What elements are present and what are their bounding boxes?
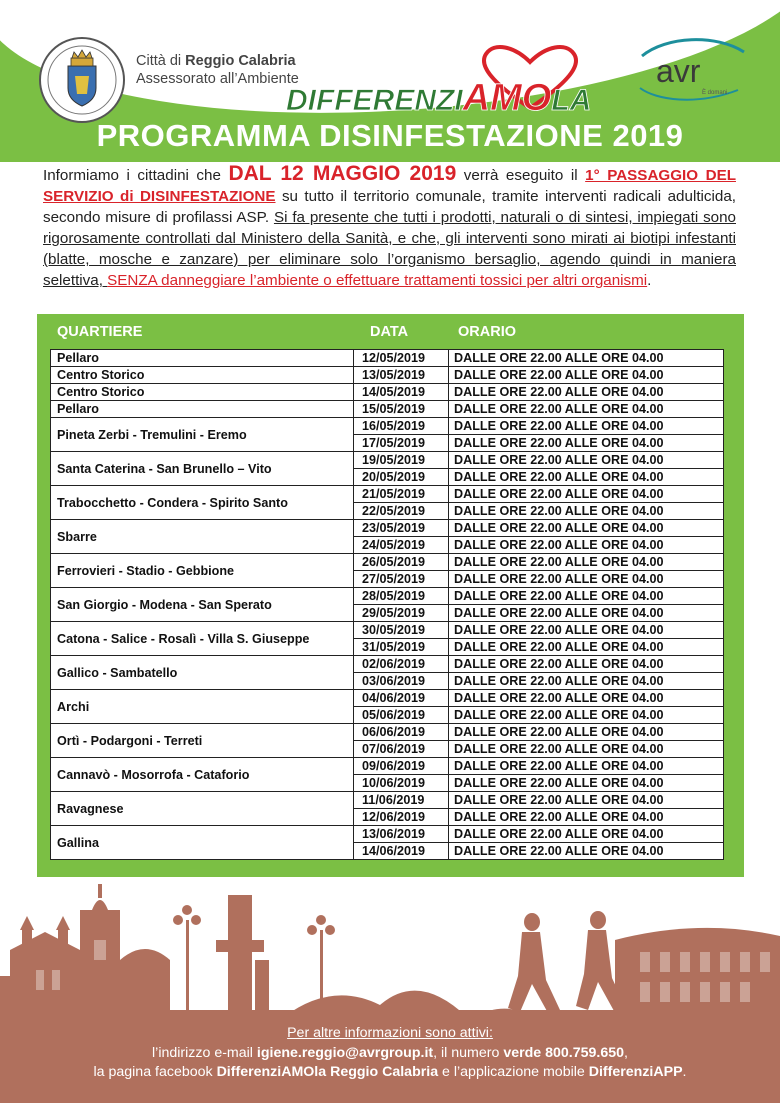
city-prefix: Città di [136,53,186,69]
orario-cell: DALLE ORE 22.00 ALLE ORE 04.00 [449,843,724,860]
date-cell: 30/05/2019 [354,622,449,639]
intro-text-1: Informiamo i cittadini che [43,167,229,184]
quartiere-cell: Pellaro [51,401,354,418]
intro-text-2: verrà eseguito il [456,167,586,184]
orario-cell: DALLE ORE 22.00 ALLE ORE 04.00 [449,537,724,554]
orario-cell: DALLE ORE 22.00 ALLE ORE 04.00 [449,571,724,588]
table-row [51,367,724,384]
orario-cell: DALLE ORE 22.00 ALLE ORE 04.00 [449,792,724,809]
footer-text-b: , il numero [433,1045,504,1061]
logo-part-b: AMO [462,77,552,119]
orario-cell: DALLE ORE 22.00 ALLE ORE 04.00 [449,350,724,367]
date-cell: 03/06/2019 [354,673,449,690]
date-cell: 12/05/2019 [354,350,449,367]
quartiere-cell: Ravagnese [51,792,354,826]
table-row [51,452,724,469]
date-cell: 28/05/2019 [354,588,449,605]
date-cell: 13/05/2019 [354,367,449,384]
date-cell: 24/05/2019 [354,537,449,554]
department-label: Assessorato all’Ambiente [136,71,299,87]
logo-part-a: DIFFERENZI [286,84,463,117]
table-row [51,792,724,809]
orario-cell: DALLE ORE 22.00 ALLE ORE 04.00 [449,809,724,826]
orario-cell: DALLE ORE 22.00 ALLE ORE 04.00 [449,486,724,503]
quartiere-cell: Catona - Salice - Rosalì - Villa S. Giuseppe [51,622,354,656]
quartiere-cell: Sbarre [51,520,354,554]
orario-cell: DALLE ORE 22.00 ALLE ORE 04.00 [449,503,724,520]
quartiere-cell: Santa Caterina - San Brunello – Vito [51,452,354,486]
orario-cell: DALLE ORE 22.00 ALLE ORE 04.00 [449,452,724,469]
orario-cell: DALLE ORE 22.00 ALLE ORE 04.00 [449,758,724,775]
footer-heading-text: Per altre informazioni sono attivi: [287,1025,493,1041]
city-seal-icon [38,36,126,124]
date-cell: 06/06/2019 [354,724,449,741]
date-cell: 17/05/2019 [354,435,449,452]
app-name: DifferenziAPP [588,1064,683,1080]
table-row [51,350,724,367]
header-data: DATA [370,324,409,340]
intro-paragraph [43,163,736,291]
orario-cell: DALLE ORE 22.00 ALLE ORE 04.00 [449,418,724,435]
date-cell: 26/05/2019 [354,554,449,571]
start-date-highlight: DAL 12 MAGGIO 2019 [228,162,457,185]
orario-cell: DALLE ORE 22.00 ALLE ORE 04.00 [449,605,724,622]
footer-text-d: la pagina facebook [93,1064,217,1080]
date-cell: 20/05/2019 [354,469,449,486]
quartiere-cell: Gallico - Sambatello [51,656,354,690]
quartiere-cell: Pellaro [51,350,354,367]
orario-cell: DALLE ORE 22.00 ALLE ORE 04.00 [449,401,724,418]
avr-wordmark: avr [656,53,701,89]
date-cell: 27/05/2019 [354,571,449,588]
schedule-table [50,349,724,860]
date-cell: 23/05/2019 [354,520,449,537]
quartiere-cell: Gallina [51,826,354,860]
date-cell: 05/06/2019 [354,707,449,724]
footer-text-c: , [624,1045,628,1061]
table-row [51,401,724,418]
date-cell: 29/05/2019 [354,605,449,622]
orario-cell: DALLE ORE 22.00 ALLE ORE 04.00 [449,639,724,656]
facebook-page-link[interactable]: DifferenziAMOla Reggio Calabria [216,1064,439,1080]
date-cell: 14/06/2019 [354,843,449,860]
email-link[interactable]: igiene.reggio@avrgroup.it [256,1045,434,1061]
quartiere-cell: Cannavò - Mosorrofa - Cataforio [51,758,354,792]
orario-cell: DALLE ORE 22.00 ALLE ORE 04.00 [449,554,724,571]
date-cell: 22/05/2019 [354,503,449,520]
quartiere-cell: Archi [51,690,354,724]
table-row [51,588,724,605]
table-row [51,656,724,673]
date-cell: 02/06/2019 [354,656,449,673]
intro-text-6: . [647,272,652,289]
date-cell: 09/06/2019 [354,758,449,775]
page-title: PROGRAMMA DISINFESTAZIONE 2019 [96,118,684,153]
avr-logo [636,38,756,108]
intro-text-3: su tutto il territorio comunale, tramite interventi radicali adulticida, secondo misure di profilassi ASP. [43,188,736,226]
date-cell: 12/06/2019 [354,809,449,826]
quartiere-cell: Centro Storico [51,367,354,384]
city-label [136,52,299,88]
table-row [51,690,724,707]
date-cell: 11/06/2019 [354,792,449,809]
orario-cell: DALLE ORE 22.00 ALLE ORE 04.00 [449,367,724,384]
footer-contacts-line [0,1044,780,1063]
orario-cell: DALLE ORE 22.00 ALLE ORE 04.00 [449,724,724,741]
quartiere-cell: Centro Storico [51,384,354,401]
orario-cell: DALLE ORE 22.00 ALLE ORE 04.00 [449,588,724,605]
date-cell: 10/06/2019 [354,775,449,792]
date-cell: 15/05/2019 [354,401,449,418]
date-cell: 07/06/2019 [354,741,449,758]
orario-cell: DALLE ORE 22.00 ALLE ORE 04.00 [449,469,724,486]
intro-warning: SENZA danneggiare l’ambiente o effettuare trattamenti tossici per altri organismi [107,272,648,289]
phone-number: verde 800.759.650 [503,1045,625,1061]
service-highlight: 1° PASSAGGIO DEL SERVIZIO di DISINFESTAZIONE [43,167,736,205]
avr-tagline: È domani. [702,90,730,96]
logo-part-c: LA [551,84,592,117]
orario-cell: DALLE ORE 22.00 ALLE ORE 04.00 [449,826,724,843]
footer-text-e: e l’applicazione mobile [438,1064,589,1080]
city-name: Reggio Calabria [185,53,296,69]
orario-cell: DALLE ORE 22.00 ALLE ORE 04.00 [449,673,724,690]
date-cell: 14/05/2019 [354,384,449,401]
orario-cell: DALLE ORE 22.00 ALLE ORE 04.00 [449,656,724,673]
quartiere-cell: San Giorgio - Modena - San Sperato [51,588,354,622]
date-cell: 19/05/2019 [354,452,449,469]
table-row [51,622,724,639]
date-cell: 31/05/2019 [354,639,449,656]
footer-heading [0,1024,780,1043]
date-cell: 21/05/2019 [354,486,449,503]
table-row [51,826,724,843]
orario-cell: DALLE ORE 22.00 ALLE ORE 04.00 [449,741,724,758]
date-cell: 04/06/2019 [354,690,449,707]
orario-cell: DALLE ORE 22.00 ALLE ORE 04.00 [449,707,724,724]
quartiere-cell: Ferrovieri - Stadio - Gebbione [51,554,354,588]
header-quartiere: QUARTIERE [57,324,143,340]
date-cell: 16/05/2019 [354,418,449,435]
intro-text-4: Si fa presente che tutti i prodotti, naturali o di sintesi, impiegati sono rigorosamente controllati dal Ministero della Sanità, e che, gli interventi sono mirati ai biotipi infestanti (blatte, mosche e zanzare) per eliminare solo l’organismo bersaglio, agendo quindi in maniera selettiva, [43,209,736,289]
date-cell: 13/06/2019 [354,826,449,843]
table-row [51,758,724,775]
table-row [51,554,724,571]
footer-text-a: l’indirizzo e-mail [152,1045,257,1061]
quartiere-cell: Ortì - Podargoni - Terreti [51,724,354,758]
table-row [51,486,724,503]
orario-cell: DALLE ORE 22.00 ALLE ORE 04.00 [449,384,724,401]
quartiere-cell: Trabocchetto - Condera - Spirito Santo [51,486,354,520]
footer-social-line [0,1063,780,1082]
orario-cell: DALLE ORE 22.00 ALLE ORE 04.00 [449,622,724,639]
quartiere-cell: Pineta Zerbi - Tremulini - Eremo [51,418,354,452]
orario-cell: DALLE ORE 22.00 ALLE ORE 04.00 [449,520,724,537]
table-row [51,724,724,741]
footer-text-f: . [682,1064,687,1080]
orario-cell: DALLE ORE 22.00 ALLE ORE 04.00 [449,690,724,707]
svg-text:DIFFERENZIAMOLA [286,77,591,119]
table-row [51,520,724,537]
header-orario: ORARIO [458,324,516,340]
table-row [51,418,724,435]
table-row [51,384,724,401]
orario-cell: DALLE ORE 22.00 ALLE ORE 04.00 [449,435,724,452]
orario-cell: DALLE ORE 22.00 ALLE ORE 04.00 [449,775,724,792]
